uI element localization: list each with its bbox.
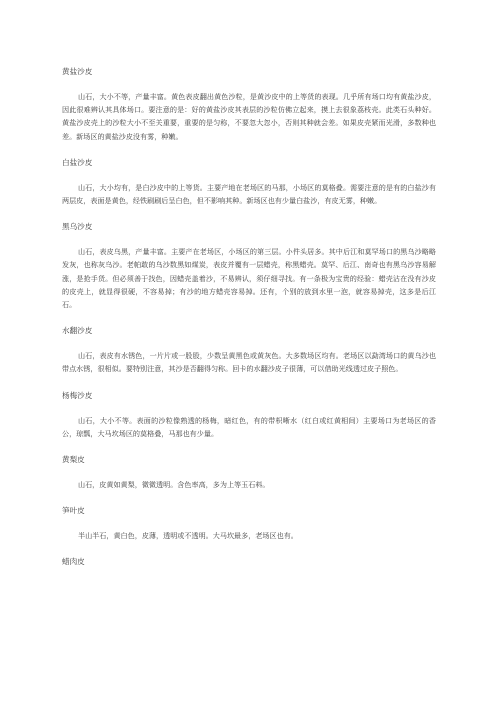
- section-title-shuifan: 水翻沙皮: [62, 326, 93, 336]
- section-body-baiyan: 山石，大小均有，是白沙皮中的上等货。主要产地在老场区的马那，小场区的莫格叠。需要注意的是有的白盐沙有两层皮，表面是黄色，经铁刷刷后呈白色，但不影响其种。新场区也有少量白盐沙，有皮无雾，种嫩。: [62, 182, 436, 206]
- section-title-larou: 蜡肉皮: [62, 557, 85, 567]
- section-body-shuifan: 山石，表皮有水锈色，一片片或一股股，少数呈黄黑色或黄灰色。大多数场区均有。老场区以勐湾场口的黄乌沙也带点水锈，很相似。要特别注意，其沙是否翻得匀称。回卡的水翻沙皮子很薄，可以借助光线透过皮子照色。: [62, 351, 436, 374]
- section-title-heiwu: 黑乌沙皮: [62, 222, 93, 232]
- section-body-huangli: 山石，皮黄如黄梨，微微透明。含色率高，多为上等玉石料。: [78, 480, 270, 490]
- section-body-huangyan: 山石，大小不等，产量丰富。黄色表皮翻出黄色沙粒，是黄沙皮中的上等货的表现。几乎所有场口均有黄盐沙皮，因此很难辨认其具体场口。要注意的是：好的黄盐沙皮其表层的沙粒仿佛立起来，摸上去很象荔枝壳。此类石头种好。黄盐沙皮壳上的沙粒大小不至关重要，重要的是匀称，不要忽大忽小，否则其种就会差。如果皮壳紧而光滑，多数种也差。新场区的黄盐沙皮没有雾，种嫩。: [62, 92, 436, 141]
- section-title-huangli: 黄梨皮: [62, 455, 85, 465]
- section-body-heiwu: 山石，表皮乌黑，产量丰富。主要产在老场区，小场区的第三层。小件头居多。其中后江和莫罕场口的黑乌沙略略发灰，也称灰乌沙。老帕敢的乌沙数黑如煤炭，表皮并覆有一层蜡壳，称黑蜡壳。莫罕、后江、南奇也有黑乌沙容易解涨，是抢手货。但必须善于找色，因蜡壳盖着沙，不易辨认，须仔细寻找。有一条极为宝贵的经验：蜡壳沾在没有沙皮的皮壳上，就显得很硬，不容易掉；有沙的地方蜡壳容易掉。还有，个别的放到水里一泡，就容易掉壳，这多是后江石。: [62, 247, 436, 310]
- section-body-yangmei: 山石，大小不等。表面的沙粒像熟透的杨梅，暗红色，有的带枳晰水（红白或红黄相间）主要场口为老场区的香公，琼瓢，大马坎场区的莫格叠，马那也有少量。: [62, 415, 436, 438]
- section-title-sunye: 笋叶皮: [62, 506, 85, 516]
- document-content: [62, 66, 436, 581]
- section-title-huangyan: 黄盐沙皮: [62, 67, 93, 76]
- section-title-baiyan: 白盐沙皮: [62, 157, 93, 167]
- section-title-yangmei: 杨梅沙皮: [62, 390, 93, 400]
- section-body-sunye: 半山半石，黄白色，皮薄，透明或不透明。大马坎最多，老场区也有。: [78, 531, 298, 541]
